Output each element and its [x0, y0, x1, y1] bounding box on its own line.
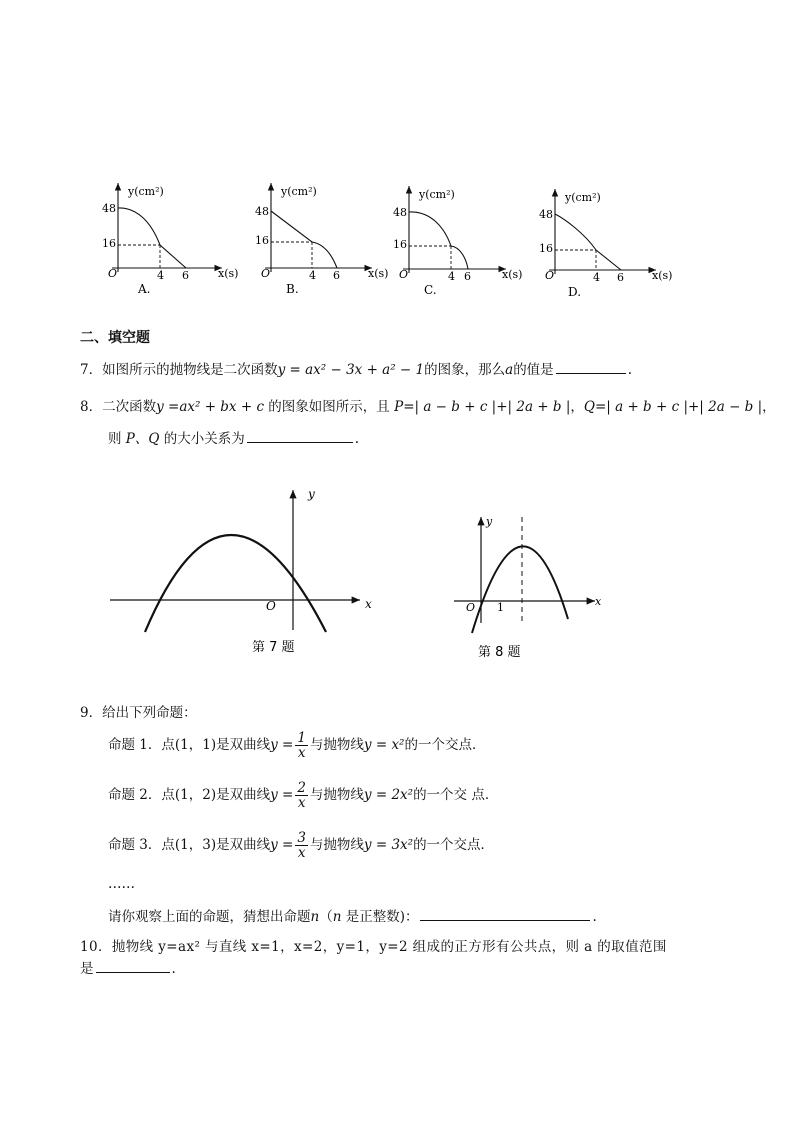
option-a-x-label: x(s) [218, 267, 239, 280]
q8-q-expr: Q=| a + b + c |+| 2a − b | [583, 399, 763, 415]
option-b-tick-4: 4 [309, 269, 316, 282]
q9-prop2-num: 2 [297, 780, 306, 796]
fig8-y-label: y [486, 515, 493, 528]
q9-guess-n: n [310, 909, 320, 925]
fig7-x-label: x [365, 597, 372, 611]
option-d-tick-6: 6 [617, 271, 624, 284]
option-c-y-label: y(cm²) [419, 188, 455, 201]
q9-guess-prefix: 请你观察上面的命题，猜想出命题 [108, 909, 311, 925]
fig8-caption: 第 8 题 [478, 645, 521, 660]
question-8-line2 [108, 427, 359, 447]
q7-prefix: 7．如图所示的抛物线是二次函数 [80, 362, 278, 378]
q8-line2-text: 的大小关系为 [159, 431, 245, 447]
q9-answer-blank[interactable] [420, 908, 590, 921]
option-b-y-label: y(cm²) [281, 185, 317, 198]
option-d-x-label: x(s) [652, 269, 673, 282]
q8-sep: ， [570, 399, 584, 415]
q9-prop3-label: 命题 3．点(1，3)是双曲线 [108, 837, 271, 853]
figure-7 [100, 480, 380, 670]
fig7-origin: O [266, 599, 276, 613]
q9-prop-1 [108, 731, 485, 760]
option-d-origin: O [545, 269, 555, 282]
fig8-parabola [472, 546, 568, 633]
option-a-tick-16: 16 [102, 237, 116, 250]
q9-guess-end: . [592, 909, 597, 925]
question-10-line1: 10．抛物线 y=ax² 与直线 x=1，x=2，y=1，y=2 组成的正方形有公共点，则 a 的取值范围 [80, 939, 667, 955]
q9-prop2-lhs: y = [270, 787, 294, 803]
q9-prop3-lhs: y = [270, 837, 294, 853]
question-7 [80, 358, 632, 378]
option-b-tick-6: 6 [333, 269, 340, 282]
option-c-tick-16: 16 [393, 238, 407, 251]
q8-mid: 的图象如图所示，且 [264, 399, 395, 415]
q9-prop3-mid: 与抛物线 [309, 837, 364, 853]
option-a-curve [118, 208, 186, 268]
option-a-tick-48: 48 [102, 202, 116, 215]
fig8-tick-1: 1 [497, 601, 504, 614]
fig7-caption: 第 7 题 [252, 640, 295, 655]
option-c-label: C. [424, 283, 437, 297]
fig8-x-label: x [595, 595, 602, 608]
q9-prop2-den: x [297, 795, 306, 811]
q9-prop1-label: 命题 1．点(1，1)是双曲线 [108, 737, 271, 753]
option-b-origin: O [261, 267, 271, 280]
option-c-x-label: x(s) [502, 268, 523, 281]
q10-line2-prefix: 是 [80, 961, 94, 977]
option-a-tick-4: 4 [157, 269, 164, 282]
q9-prop3-rhs: y = 3x² [363, 837, 414, 853]
option-b-curve [271, 211, 337, 268]
q9-prop3-den: x [297, 845, 306, 861]
q7-formula: y = ax² − 3x + a² − 1 [277, 362, 425, 378]
q9-prop1-mid: 与抛物线 [309, 737, 364, 753]
option-d-label: D. [568, 285, 582, 299]
option-b-label: B. [286, 282, 299, 296]
q8-formula: y =ax² + bx + c [156, 399, 265, 415]
q9-prop3-end: 的一个交点． [413, 837, 495, 853]
q9-prop1-den: x [297, 745, 306, 761]
option-d-tick-16: 16 [539, 242, 553, 255]
option-c-tick-4: 4 [448, 270, 455, 283]
q9-prop2-mid: 与抛物线 [309, 787, 364, 803]
q8-prefix: 8．二次函数 [80, 399, 157, 415]
q10-answer-blank[interactable] [96, 960, 170, 973]
option-b-tick-48: 48 [255, 205, 269, 218]
option-b-x-label: x(s) [368, 267, 389, 280]
q7-suffix: 的值是 [513, 362, 554, 378]
q9-prop2-end: 的一个交 点． [413, 787, 499, 803]
option-graphs [0, 170, 794, 310]
option-d-curve [555, 214, 621, 270]
option-a-tick-6: 6 [182, 269, 189, 282]
option-c-origin: O [399, 268, 409, 281]
q9-prop1-lhs: y = [270, 737, 294, 753]
q9-guess-paren-text: 是正整数)： [341, 909, 419, 925]
q9-prop1-fraction [295, 731, 308, 760]
question-8-line1 [80, 395, 776, 415]
q9-guess-n2: n [332, 909, 342, 925]
q9-prop2-rhs: y = 2x² [363, 787, 414, 803]
q8-answer-blank[interactable] [247, 430, 353, 443]
q9-prop2-label: 命题 2．点(1，2)是双曲线 [108, 787, 271, 803]
q9-prop3-num: 3 [297, 830, 306, 846]
fig7-y-label: y [308, 487, 315, 501]
option-c-curve [409, 212, 468, 269]
option-graph-d [539, 189, 672, 299]
question-10-line2 [80, 957, 176, 977]
q9-prop1-rhs: y = x² [363, 737, 405, 753]
option-graph-c [393, 186, 522, 297]
q8-line1-end: ， [762, 399, 776, 415]
q7-var: a [505, 362, 514, 378]
option-graph-a [102, 183, 238, 296]
q9-guess-paren: （ [319, 909, 333, 925]
option-b-tick-16: 16 [255, 234, 269, 247]
q7-answer-blank[interactable] [556, 361, 626, 374]
q9-prop1-num: 1 [297, 730, 306, 746]
q8-line2-end: . [354, 431, 360, 447]
q9-guess [108, 905, 597, 925]
option-c-tick-6: 6 [464, 270, 471, 283]
q9-prop2-fraction [295, 781, 308, 810]
q7-end: . [627, 362, 632, 378]
figure-8 [450, 505, 610, 665]
option-d-tick-48: 48 [539, 208, 553, 221]
q8-p-expr: P=| a − b + c |+| 2a + b | [394, 399, 571, 415]
section-title: 二、填空题 [80, 330, 150, 346]
option-a-y-label: y(cm²) [128, 185, 164, 198]
option-graph-b [255, 183, 388, 296]
option-d-tick-4: 4 [593, 271, 600, 284]
q9-ellipsis: …… [108, 876, 135, 892]
q9-prop1-end: 的一个交点． [404, 737, 486, 753]
option-a-label: A. [138, 282, 151, 296]
fig7-parabola [145, 535, 326, 632]
q7-middle: 的图象，那么 [424, 362, 506, 378]
q9-prop-3 [108, 831, 494, 860]
option-c-tick-48: 48 [393, 206, 407, 219]
q9-prop3-fraction [295, 831, 308, 860]
q8-vars: P、Q [125, 431, 160, 447]
option-a-origin: O [108, 267, 118, 280]
option-d-y-label: y(cm²) [565, 191, 601, 204]
q9-prop-2 [108, 781, 498, 810]
q8-line2-prefix: 则 [108, 431, 126, 447]
question-9-intro: 9．给出下列命题： [80, 705, 197, 721]
q10-line2-end: . [171, 961, 176, 977]
fig8-origin: O [466, 601, 476, 614]
